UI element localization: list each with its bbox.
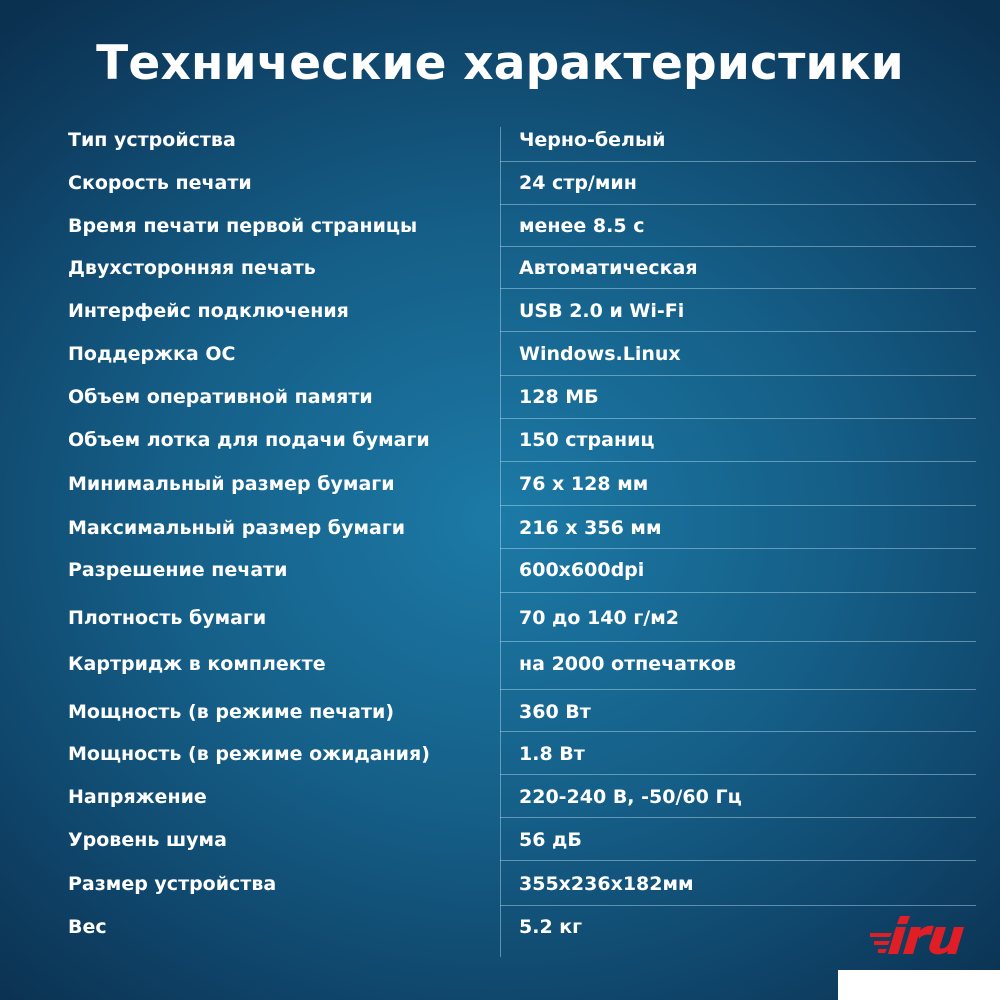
row-separator bbox=[500, 592, 976, 593]
spec-value: 360 Вт bbox=[519, 701, 591, 723]
spec-value: 220-240 В, -50/60 Гц bbox=[519, 786, 742, 808]
spec-label: Максимальный размер бумаги bbox=[68, 517, 406, 539]
spec-label: Скорость печати bbox=[68, 172, 252, 194]
spec-value: 1.8 Вт bbox=[519, 743, 585, 765]
spec-value: USB 2.0 и Wi-Fi bbox=[519, 300, 685, 322]
spec-value: 70 до 140 г/м2 bbox=[519, 607, 679, 629]
spec-row bbox=[0, 555, 1000, 585]
spec-row bbox=[0, 296, 1000, 326]
spec-row bbox=[0, 382, 1000, 412]
row-separator bbox=[500, 548, 976, 549]
row-separator bbox=[500, 375, 976, 376]
spec-row bbox=[0, 339, 1000, 369]
spec-row bbox=[0, 782, 1000, 812]
row-separator bbox=[500, 860, 976, 861]
row-separator bbox=[500, 505, 976, 506]
spec-label: Размер устройства bbox=[68, 873, 277, 895]
spec-row bbox=[0, 168, 1000, 198]
spec-label: Интерфейс подключения bbox=[68, 300, 349, 322]
spec-row bbox=[0, 869, 1000, 899]
row-separator bbox=[500, 731, 976, 732]
spec-value: Автоматическая bbox=[519, 257, 698, 279]
row-separator bbox=[500, 905, 976, 906]
spec-value: Windows.Linux bbox=[519, 343, 681, 365]
spec-label: Двухсторонняя печать bbox=[68, 257, 316, 279]
spec-value: 150 страниц bbox=[519, 429, 655, 451]
bottom-white-strip bbox=[838, 970, 1000, 1000]
row-separator bbox=[500, 461, 976, 462]
spec-value: 355x236x182мм bbox=[519, 873, 694, 895]
spec-value: Черно-белый bbox=[519, 129, 666, 151]
row-separator bbox=[500, 246, 976, 247]
spec-row bbox=[0, 649, 1000, 679]
row-separator bbox=[500, 774, 976, 775]
spec-label: Уровень шума bbox=[68, 829, 227, 851]
iru-logo-icon bbox=[870, 912, 970, 964]
spec-label: Тип устройства bbox=[68, 129, 236, 151]
spec-value: 24 стр/мин bbox=[519, 172, 637, 194]
page-title: Технические характеристики bbox=[96, 36, 904, 91]
row-separator bbox=[500, 161, 976, 162]
spec-label: Разрешение печати bbox=[68, 559, 288, 581]
spec-value: менее 8.5 с bbox=[519, 215, 645, 237]
row-separator bbox=[500, 331, 976, 332]
spec-value: 600x600dpi bbox=[519, 559, 645, 581]
spec-label: Напряжение bbox=[68, 786, 207, 808]
row-separator bbox=[500, 418, 976, 419]
spec-row bbox=[0, 469, 1000, 499]
spec-value: 76 x 128 мм bbox=[519, 473, 649, 495]
spec-label: Плотность бумаги bbox=[68, 607, 267, 629]
row-separator bbox=[500, 204, 976, 205]
spec-value: 5.2 кг bbox=[519, 916, 583, 938]
spec-row bbox=[0, 912, 1000, 942]
spec-value: 216 x 356 мм bbox=[519, 517, 662, 539]
spec-label: Объем оперативной памяти bbox=[68, 386, 373, 408]
row-separator bbox=[500, 288, 976, 289]
spec-value: 56 дБ bbox=[519, 829, 582, 851]
spec-row bbox=[0, 211, 1000, 241]
row-separator bbox=[500, 641, 976, 642]
spec-row bbox=[0, 697, 1000, 727]
spec-label: Время печати первой страницы bbox=[68, 215, 418, 237]
row-separator bbox=[500, 689, 976, 690]
spec-label: Минимальный размер бумаги bbox=[68, 473, 395, 495]
row-separator bbox=[500, 817, 976, 818]
spec-label: Мощность (в режиме ожидания) bbox=[68, 743, 430, 765]
spec-value: 128 МБ bbox=[519, 386, 599, 408]
spec-label: Картридж в комплекте bbox=[68, 653, 326, 675]
spec-row bbox=[0, 425, 1000, 455]
spec-row bbox=[0, 125, 1000, 155]
spec-row bbox=[0, 825, 1000, 855]
spec-label: Поддержка ОС bbox=[68, 343, 236, 365]
spec-row bbox=[0, 739, 1000, 769]
spec-row bbox=[0, 603, 1000, 633]
spec-label: Объем лотка для подачи бумаги bbox=[68, 429, 430, 451]
spec-row bbox=[0, 513, 1000, 543]
spec-row bbox=[0, 253, 1000, 283]
spec-label: Вес bbox=[68, 916, 107, 938]
spec-value: на 2000 отпечатков bbox=[519, 653, 736, 675]
spec-label: Мощность (в режиме печати) bbox=[68, 701, 394, 723]
